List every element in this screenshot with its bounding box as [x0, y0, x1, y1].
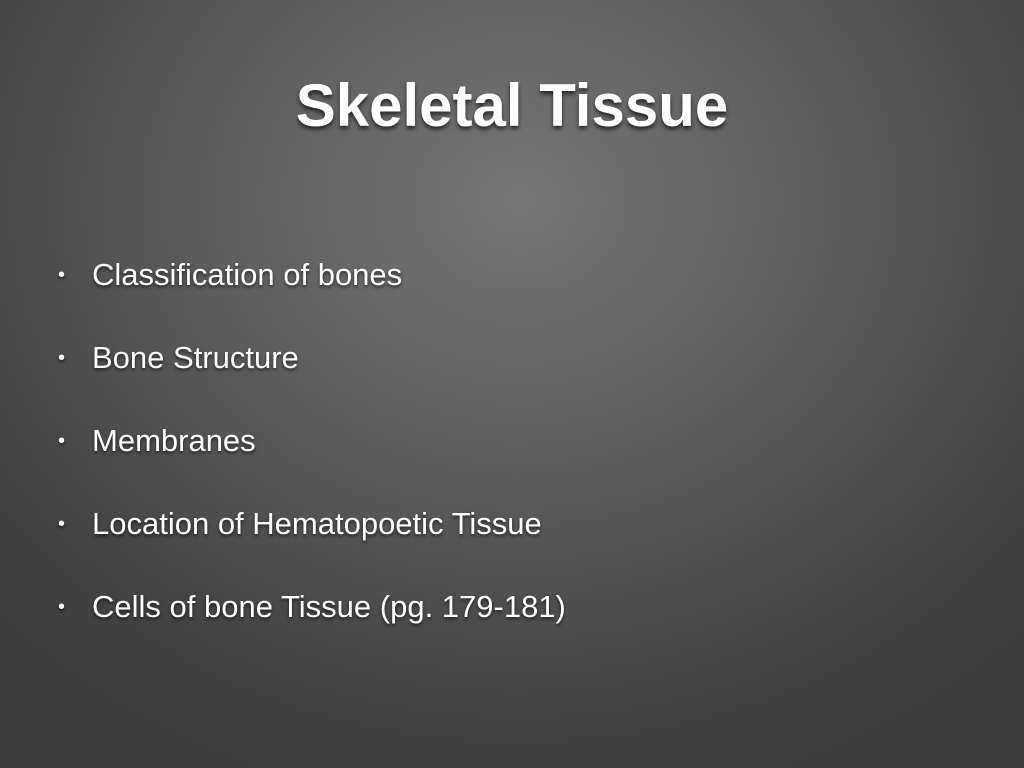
bullet-list [58, 252, 566, 667]
bullet-item-membranes [58, 418, 566, 501]
bullet-text: Cells of bone Tissue (pg. 179-181) [92, 589, 566, 624]
bullet-item-classification [58, 252, 566, 335]
bullet-text: Membranes [92, 423, 256, 458]
bullet-item-bone-structure [58, 335, 566, 418]
bullet-item-hematopoetic [58, 501, 566, 584]
bullet-text: Classification of bones [92, 257, 403, 292]
bullet-marker: • [58, 430, 66, 452]
bullet-marker: • [58, 596, 66, 618]
bullet-marker: • [58, 264, 66, 286]
slide-title: Skeletal Tissue [295, 72, 729, 139]
bullet-text: Location of Hematopoetic Tissue [92, 506, 542, 541]
bullet-marker: • [58, 347, 66, 369]
bullet-item-cells [58, 584, 566, 667]
bullet-text: Bone Structure [92, 340, 299, 375]
bullet-marker: • [58, 513, 66, 535]
